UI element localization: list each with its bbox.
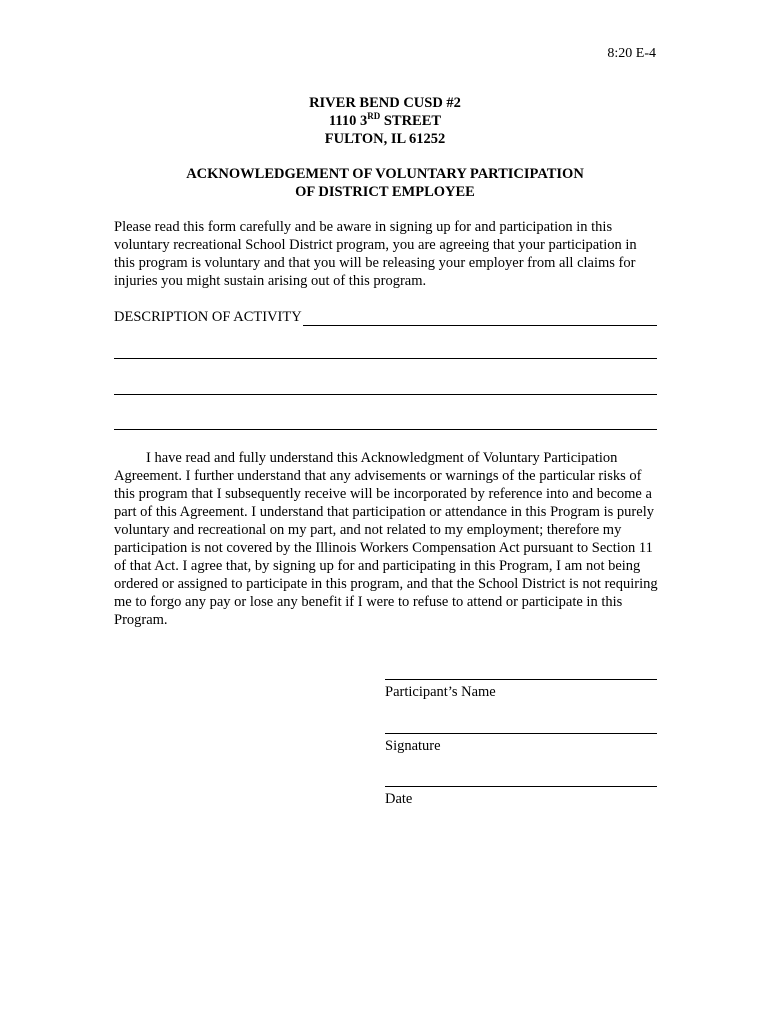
policy-reference-code: 8:20 E-4 xyxy=(607,46,656,61)
description-label: DESCRIPTION OF ACTIVITY xyxy=(114,309,302,325)
district-street: 1110 3RD STREET xyxy=(328,111,442,129)
district-city: FULTON, IL 61252 xyxy=(324,131,446,147)
date-label: Date xyxy=(385,791,413,807)
signature-line[interactable] xyxy=(385,733,657,734)
description-blank-line[interactable] xyxy=(114,394,657,395)
description-blank-line[interactable] xyxy=(114,429,657,430)
signature-label: Signature xyxy=(385,738,441,754)
district-header xyxy=(0,94,770,148)
agreement-paragraph: I have read and fully understand this Acknowledgment of Voluntary Participation Agreement. I further understand that any advisements or warnings of the particular risks of this program that I subsequently receive will be incorporated by reference into and become a part of this Agreement. I understand that participation or attendance in this Program is purely voluntary and recreational on my part, and not related to my employment; therefore my participation is not covered by the Illinois Workers Compensation Act pursuant to Section 11 of that Act. I agree that, by signing up for and participating in this Program, I am not being ordered or assigned to participate in this program, and that the School District is not requiring me to forgo any pay or lose any benefit if I were to refuse to attend or participate in this Program. xyxy=(114,450,658,628)
description-blank-line[interactable] xyxy=(114,358,657,359)
district-name: RIVER BEND CUSD #2 xyxy=(309,95,461,111)
description-input-line[interactable] xyxy=(303,310,657,326)
date-line[interactable] xyxy=(385,786,657,787)
participant-name-line[interactable] xyxy=(385,679,657,680)
description-of-activity-row xyxy=(114,308,657,326)
participant-name-label: Participant’s Name xyxy=(385,684,496,700)
intro-paragraph: Please read this form carefully and be aware in signing up for and participation in this voluntary recreational School District program, you are agreeing that your participation in this program is voluntary and that you will be releasing your employer from all claims for injuries you might sustain arising out of this program. xyxy=(114,219,637,289)
form-title: ACKNOWLEDGEMENT OF VOLUNTARY PARTICIPATION OF DISTRICT EMPLOYEE xyxy=(186,166,584,200)
